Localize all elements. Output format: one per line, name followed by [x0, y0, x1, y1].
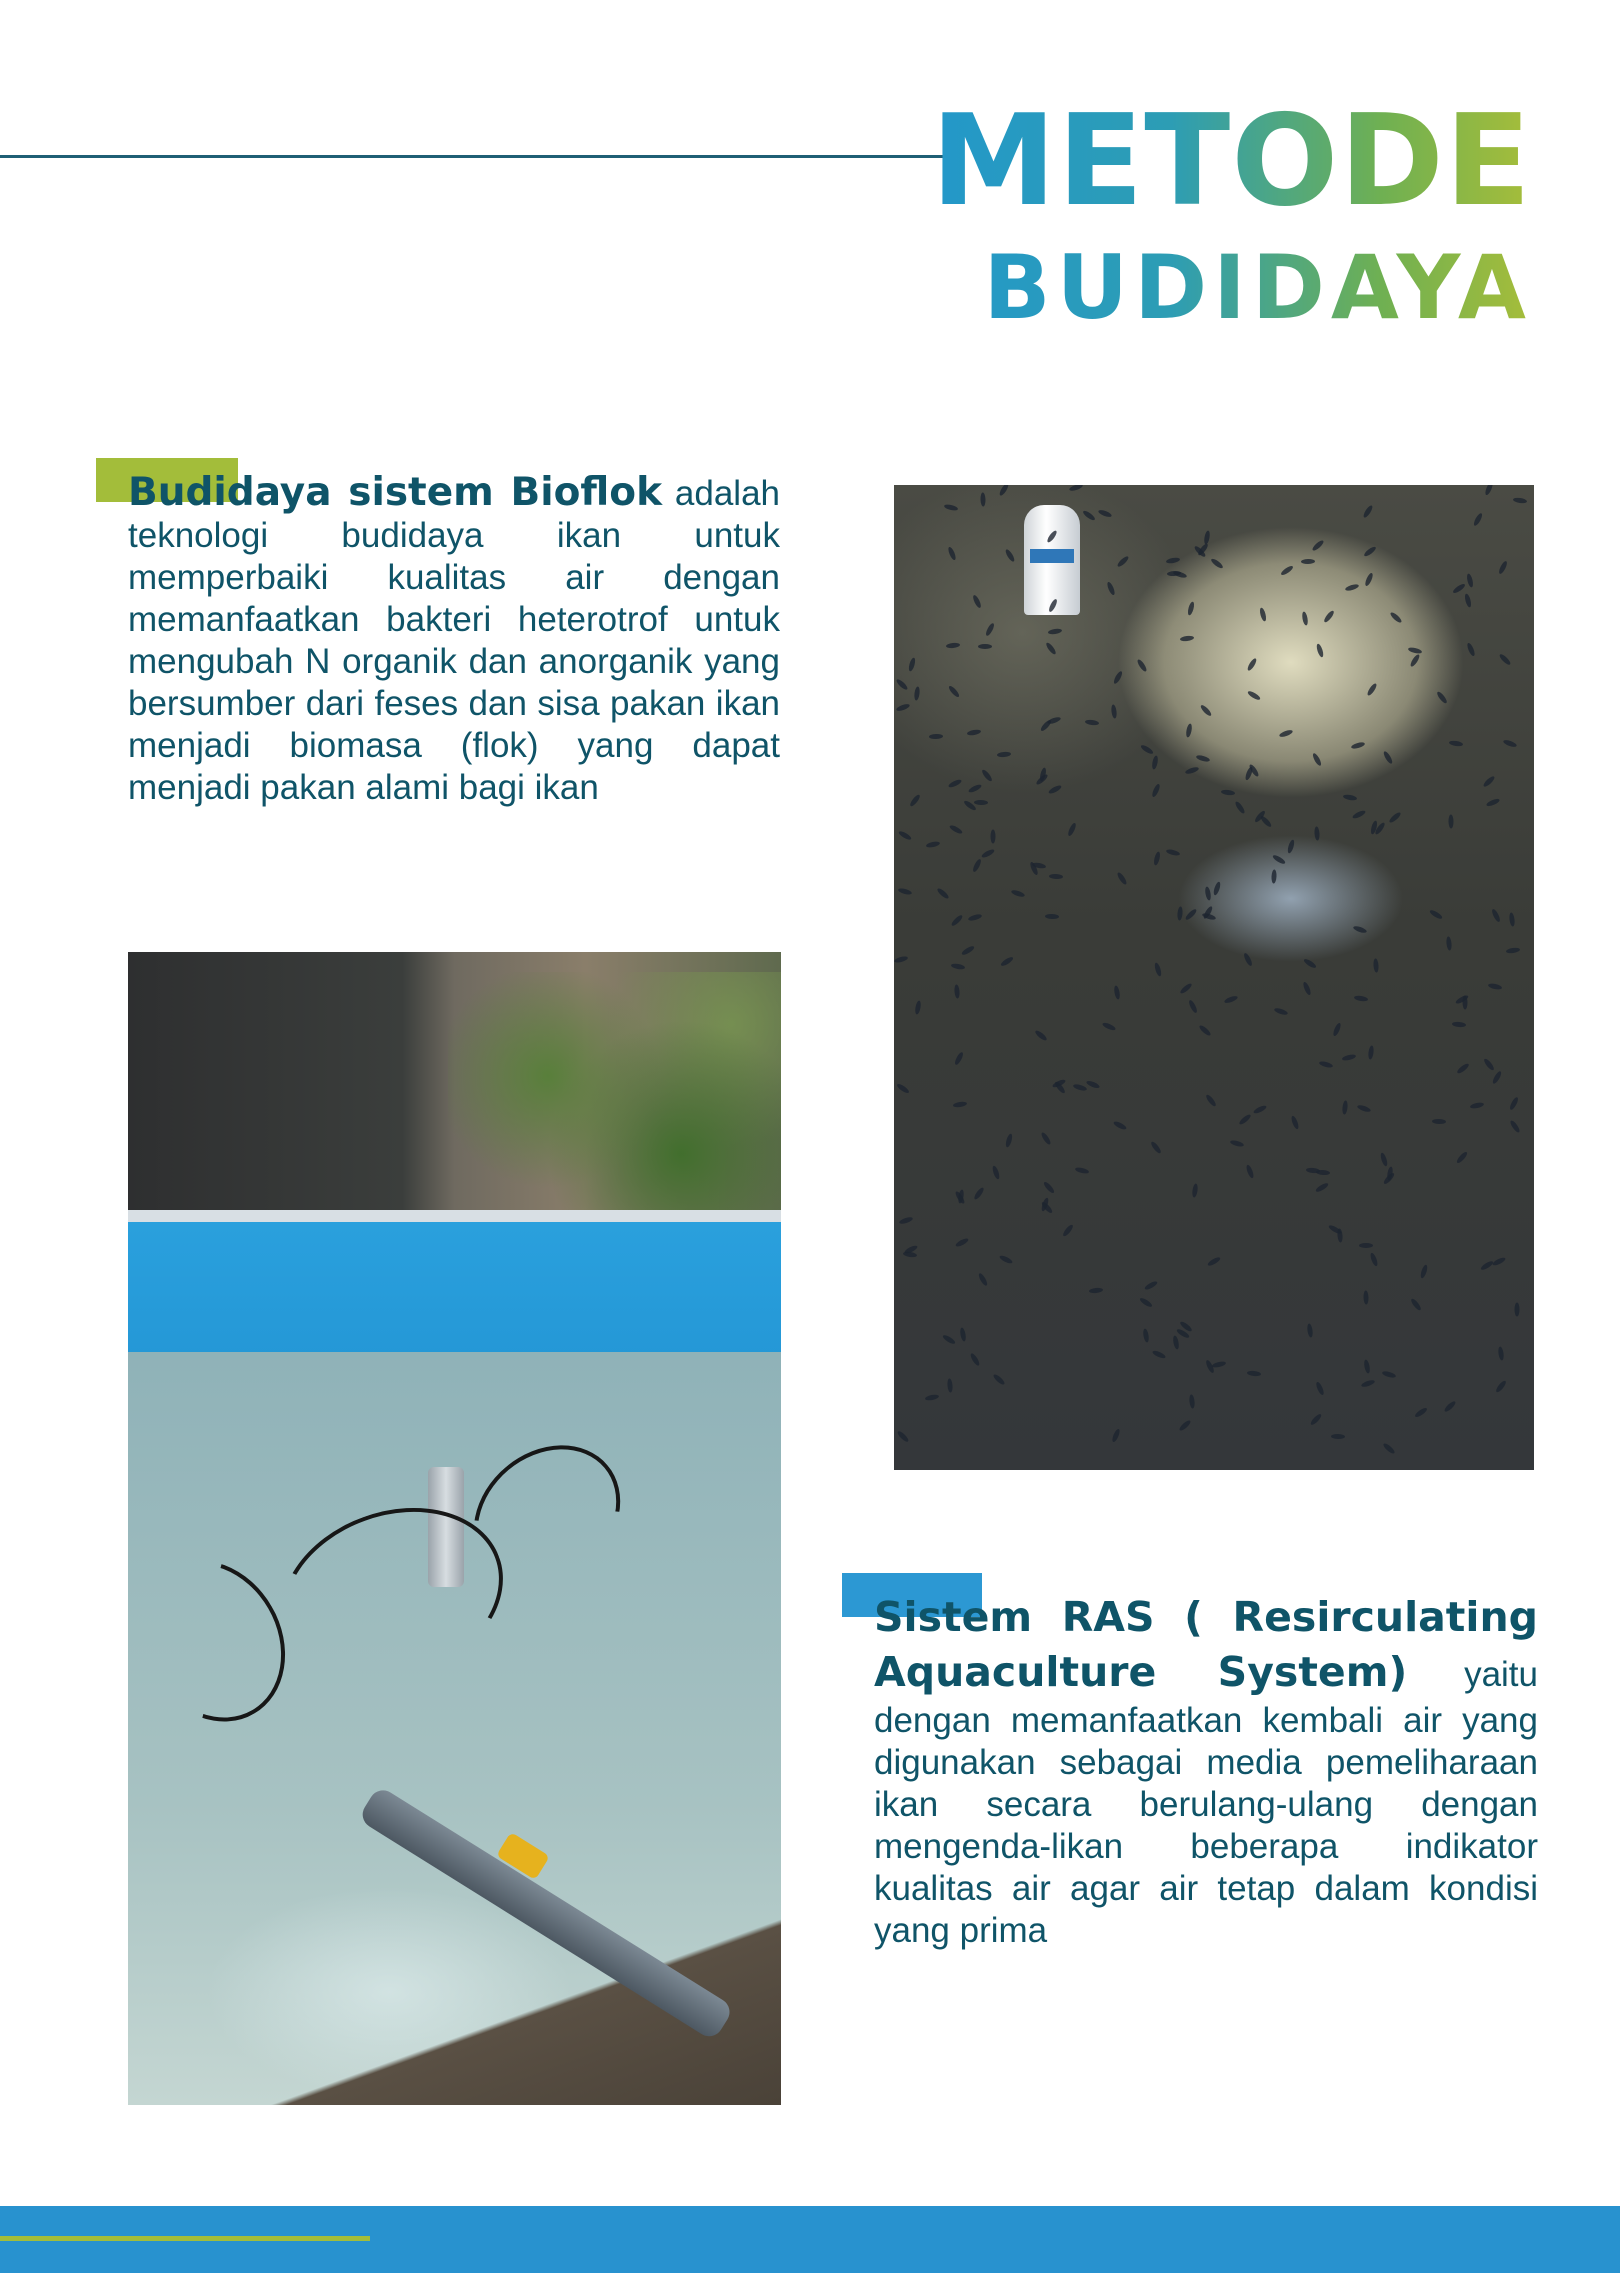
ras-body: yaitu dengan memanfaatkan kembali air yang digunakan sebagai media pemeliharaan ikan secara berulang-ulang dengan mengenda-likan beberapa indikator kualitas air agar air tetap dalam kondisi yang prima: [874, 1655, 1538, 1950]
fish-mark: [1307, 1323, 1314, 1338]
fish-mark: [991, 830, 996, 844]
fish-mark: [954, 984, 960, 998]
fish-mark: [1301, 559, 1315, 564]
fish-mark: [1112, 670, 1123, 685]
fish-mark: [1106, 581, 1116, 596]
fish-mark: [947, 685, 960, 699]
fish-mark: [1192, 1183, 1199, 1198]
fish-mark: [1210, 557, 1224, 569]
fish-mark: [1140, 744, 1155, 756]
fish-mark: [1245, 1164, 1255, 1179]
page-title-line-1: METODE: [930, 87, 1532, 234]
fish-mark: [1202, 912, 1217, 921]
fish-mark: [1172, 1335, 1180, 1350]
fish-mark: [1224, 995, 1239, 1005]
fish-mark: [1153, 851, 1161, 866]
fish-mark: [1314, 826, 1320, 840]
fish-mark: [1498, 1346, 1505, 1361]
fish-mark: [1498, 560, 1509, 575]
fish-mark: [969, 1352, 981, 1367]
fish-mark: [914, 1000, 921, 1015]
fish-mark: [1363, 1290, 1368, 1304]
fish-mark: [1354, 995, 1369, 1002]
fish-mark: [1408, 646, 1423, 654]
fish-mark: [1362, 504, 1374, 518]
fish-mark: [1034, 1029, 1048, 1042]
fish-mark: [998, 485, 1010, 497]
fish-mark: [997, 751, 1011, 757]
fish-mark: [1443, 1400, 1457, 1413]
fish-mark: [1089, 1287, 1103, 1293]
fish-mark: [1331, 1434, 1345, 1439]
fish-mark: [1280, 564, 1294, 576]
fish-mark: [1035, 773, 1049, 786]
fish-mark: [1373, 958, 1379, 972]
fish-mark: [1102, 1021, 1117, 1031]
fish-mark: [1116, 555, 1130, 568]
fish-mark: [1456, 1062, 1470, 1075]
fish-mark: [1382, 750, 1393, 765]
fish-mark: [1116, 871, 1128, 885]
fish-mark: [1085, 719, 1100, 726]
fish-mark: [972, 858, 983, 873]
page-title: [930, 87, 1532, 348]
fish-mark: [1039, 719, 1052, 733]
fish-mark: [1492, 1256, 1507, 1267]
fish-mark: [1136, 658, 1148, 672]
fish-mark: [1179, 982, 1193, 995]
fish-mark: [961, 945, 976, 956]
fish-mark: [895, 678, 909, 691]
fish-mark: [1448, 814, 1453, 828]
fish-mark: [1259, 607, 1267, 622]
fish-mark: [1271, 869, 1277, 883]
fish-mark: [1470, 1102, 1485, 1110]
fish-mark: [953, 1101, 968, 1108]
fish-mark: [1446, 936, 1452, 950]
fish-mark: [1154, 962, 1163, 977]
fish-mark: [1290, 1115, 1300, 1130]
fish-mark: [1098, 509, 1113, 519]
fish-mark: [1337, 1228, 1343, 1242]
fish-mark: [1452, 582, 1466, 594]
fish-mark: [1315, 1182, 1330, 1193]
fish-mark: [1315, 643, 1324, 658]
fish-mark: [1049, 874, 1063, 880]
fish-mark: [1466, 573, 1474, 588]
fish-mark: [978, 644, 992, 649]
fish-mark: [1319, 1060, 1334, 1068]
fish-mark: [1048, 628, 1063, 635]
fish-mark: [1506, 947, 1521, 954]
fish-mark: [1004, 548, 1016, 563]
fish-mark: [972, 594, 983, 609]
fish-mark: [1484, 485, 1494, 496]
fish-mark: [1352, 809, 1367, 820]
footer-accent-line: [0, 2236, 370, 2241]
fish-mark: [1178, 1419, 1192, 1432]
fish-mark: [1303, 958, 1317, 970]
ras-heading: Sistem RAS ( Resirculating Aquaculture System): [874, 1593, 1538, 1696]
fish-mark: [981, 768, 994, 782]
fish-mark: [1379, 1152, 1388, 1167]
fish-mark: [980, 492, 985, 506]
fish-mark: [903, 1251, 918, 1258]
fish-mark: [1000, 956, 1014, 968]
aerator-pipe: [1024, 505, 1080, 615]
fish-mark: [1491, 908, 1502, 923]
fish-mark: [1199, 704, 1212, 718]
fish-mark: [1185, 723, 1193, 738]
fish-mark: [1495, 1379, 1508, 1393]
fish-mark: [1086, 1080, 1101, 1090]
fish-mark: [1187, 601, 1195, 616]
fish-mark: [1111, 704, 1118, 719]
fish-mark: [1152, 1349, 1167, 1359]
fish-mark: [1075, 1166, 1090, 1174]
fish-mark: [1142, 1328, 1149, 1343]
fish-mark: [1409, 653, 1421, 667]
fish-mark: [1419, 1264, 1428, 1279]
fish-mark: [1351, 741, 1366, 750]
fish-mark: [1045, 641, 1057, 655]
fish-mark: [1364, 572, 1374, 587]
fish-mark: [1366, 682, 1378, 696]
fish-mark: [1113, 985, 1120, 1000]
page-title-line-2: BUDIDAYA: [983, 236, 1532, 339]
fish-mark: [1253, 1104, 1268, 1115]
fish-mark: [954, 1051, 965, 1066]
fish-mark: [898, 830, 913, 841]
fish-mark: [1247, 1370, 1261, 1376]
fish-mark: [898, 887, 913, 895]
fish-mark: [1040, 1131, 1052, 1145]
fish-mark: [1436, 690, 1449, 704]
fish-mark: [896, 1430, 910, 1443]
fish-mark: [1221, 789, 1236, 796]
fish-mark: [1247, 690, 1262, 701]
fish-mark: [977, 1272, 988, 1287]
fish-mark: [985, 622, 996, 637]
fish-mark: [926, 841, 941, 849]
fish-mark: [1177, 906, 1183, 920]
fish-mark: [1382, 1442, 1396, 1455]
fish-mark: [959, 1327, 966, 1342]
fish-mark: [908, 657, 917, 672]
fish-mark: [1234, 800, 1246, 814]
fish-mark: [991, 1165, 1000, 1180]
fish-mark: [1212, 1360, 1227, 1368]
fish-mark: [1274, 1007, 1289, 1016]
fish-mark: [967, 729, 982, 736]
fish-mark: [942, 1334, 957, 1346]
fish-mark: [1480, 1260, 1495, 1272]
fish-mark: [1188, 999, 1199, 1014]
fish-mark: [1212, 881, 1221, 896]
fish-mark: [1368, 1045, 1375, 1060]
header-rule: [0, 155, 958, 158]
fish-mark: [968, 783, 983, 794]
fish-mark: [1279, 729, 1294, 738]
fish-mark: [1429, 909, 1444, 920]
fish-mark: [1185, 766, 1200, 775]
fish-pond-photo: [894, 485, 1534, 1470]
fish-mark: [1452, 1021, 1466, 1027]
fish-mark: [1410, 1297, 1423, 1311]
fish-mark: [894, 955, 908, 963]
fish-mark: [1343, 794, 1358, 801]
fish-mark: [1204, 886, 1211, 901]
fish-mark: [1069, 485, 1084, 492]
fish-mark: [1180, 635, 1195, 642]
fish-mark: [1482, 775, 1496, 788]
fish-mark: [1315, 1381, 1325, 1396]
fish-mark: [1361, 1379, 1376, 1388]
fish-mark: [1151, 755, 1159, 770]
fish-mark: [1353, 925, 1368, 934]
fish-mark: [1198, 1024, 1212, 1037]
fish-mark: [1342, 1100, 1348, 1114]
fish-mark: [974, 800, 988, 805]
fish-mark: [944, 503, 959, 511]
fish-mark: [1363, 1359, 1371, 1374]
fish-mark: [1513, 497, 1528, 504]
fish-mark: [1462, 995, 1467, 1009]
fish-mark: [1151, 783, 1161, 798]
fish-mark: [1230, 1139, 1245, 1147]
fish-mark: [1113, 1120, 1128, 1131]
fish-mark: [992, 1373, 1006, 1386]
fish-mark: [929, 734, 943, 739]
fish-mark: [899, 1216, 914, 1225]
fish-mark: [1498, 653, 1512, 666]
bioflok-pool-photo: [128, 952, 781, 2105]
fish-mark: [947, 1378, 953, 1392]
fish-mark: [950, 914, 964, 927]
bioflok-section: [128, 472, 780, 809]
fish-mark: [1345, 583, 1360, 592]
fish-mark: [1073, 1083, 1088, 1092]
fish-mark: [968, 913, 983, 922]
fish-mark: [955, 1237, 970, 1248]
fish-mark: [1363, 545, 1377, 557]
fish-mark: [1205, 1093, 1218, 1107]
fish-mark: [1509, 1096, 1520, 1111]
fish-mark: [1414, 1406, 1428, 1418]
fish-mark: [1483, 1057, 1496, 1071]
fish-mark: [1359, 1243, 1373, 1248]
fish-mark: [1389, 611, 1403, 624]
fish-mark: [1238, 1113, 1252, 1126]
fish-mark: [896, 703, 911, 712]
pool-concrete-edge: [128, 1762, 781, 2105]
fish-mark: [1357, 1104, 1372, 1113]
fish-mark: [1309, 1413, 1322, 1427]
bioflok-heading: Budidaya sistem Bioflok: [128, 470, 663, 515]
fish-mark: [1111, 1428, 1121, 1443]
fish-mark: [1243, 952, 1254, 967]
fish-mark: [914, 686, 921, 701]
fish-mark: [1189, 1394, 1195, 1408]
fish-mark: [1311, 752, 1322, 767]
fish-mark: [1082, 509, 1096, 521]
fish-mark: [909, 793, 922, 807]
fish-mark: [1491, 1070, 1502, 1085]
fish-mark: [1332, 1022, 1342, 1037]
fish-mark: [973, 1186, 985, 1200]
fish-mark: [1042, 1181, 1055, 1195]
fish-mark: [925, 1394, 940, 1402]
fish-mark: [1466, 642, 1476, 657]
fish-mark: [1144, 1280, 1159, 1291]
bioflok-body: adalah teknologi budidaya ikan untuk memperbaiki kualitas air dengan memanfaatkan bakteri heterotrof untuk mengubah N organik dan anorganik yang bersumber dari feses dan sisa pakan ikan menjadi biomasa (flok) yang dapat menjadi pakan alami bagi ikan: [128, 474, 780, 807]
fish-mark: [1301, 611, 1308, 626]
fish-mark: [951, 963, 966, 970]
fish-mark: [1062, 1223, 1075, 1237]
fish-mark: [1139, 1297, 1153, 1309]
fish-mark: [948, 778, 963, 788]
fish-mark: [1323, 609, 1336, 623]
fish-mark: [1464, 593, 1472, 608]
fish-mark: [1246, 657, 1258, 672]
fish-mark: [1382, 1370, 1397, 1379]
fish-mark: [1166, 557, 1181, 564]
fish-mark: [1150, 1140, 1163, 1154]
fish-mark: [1509, 912, 1516, 927]
fish-mark: [1388, 811, 1402, 824]
fish-mark: [1048, 784, 1063, 795]
fish-mark: [1203, 530, 1210, 545]
ras-section: [874, 1590, 1538, 1952]
fish-mark: [1515, 1303, 1520, 1317]
fish-mark: [1488, 983, 1503, 991]
fish-mark: [1503, 739, 1518, 748]
fish-mark: [999, 1254, 1014, 1265]
fish-mark: [1196, 754, 1211, 763]
fish-mark: [947, 546, 957, 561]
fish-mark: [1287, 839, 1296, 854]
fish-mark: [896, 1082, 910, 1094]
fish-mark: [1302, 981, 1312, 996]
fish-mark: [1472, 512, 1483, 527]
fish-mark: [1369, 1252, 1379, 1267]
fish-mark: [1449, 740, 1464, 747]
fish-mark: [1011, 889, 1026, 898]
fish-mark: [1455, 1151, 1468, 1165]
fish-mark: [949, 824, 964, 835]
fish-mark: [1382, 1172, 1395, 1186]
pool-background-plants: [448, 972, 781, 1232]
fish-mark: [946, 642, 960, 648]
fish-mark: [1509, 1119, 1521, 1133]
fish-mark: [1306, 1167, 1320, 1173]
fish-mark: [1432, 1119, 1446, 1124]
fish-mark: [1272, 854, 1287, 865]
fish-mark: [1184, 908, 1198, 921]
fish-mark: [1486, 797, 1501, 807]
fish-mark: [1166, 848, 1181, 856]
fish-mark: [1005, 1133, 1014, 1148]
fish-mark: [1067, 822, 1077, 837]
fish-mark: [1207, 1256, 1222, 1267]
fish-mark: [1311, 539, 1325, 552]
fish-mark: [981, 848, 996, 859]
fish-mark: [1342, 1053, 1357, 1061]
fish-mark: [936, 887, 950, 900]
fish-mark: [1045, 914, 1059, 919]
